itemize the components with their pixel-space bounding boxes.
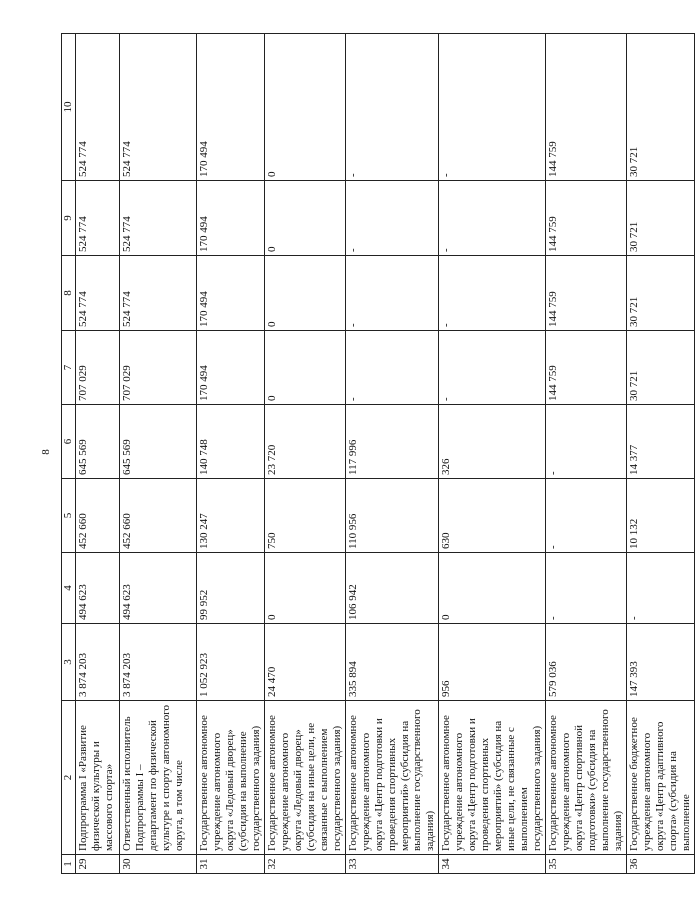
row-number-cell: 31 (196, 855, 264, 874)
value-cell: 110 956 (345, 479, 439, 553)
value-cell: 30 721 (626, 34, 694, 181)
header-cell: 8 (62, 256, 76, 331)
value-cell: - (439, 256, 546, 331)
value-cell: 30 721 (626, 331, 694, 405)
value-cell: 144 759 (546, 256, 627, 331)
value-cell: 0 (264, 181, 345, 256)
value-cell: - (546, 553, 627, 624)
value-cell: 452 660 (75, 479, 119, 553)
value-cell: 524 774 (75, 181, 119, 256)
header-cell: 9 (62, 181, 76, 256)
value-cell: 144 759 (546, 34, 627, 181)
value-cell: 117 996 (345, 405, 439, 479)
value-cell: - (439, 34, 546, 181)
row-number-cell: 35 (546, 855, 627, 874)
header-cell: 4 (62, 553, 76, 624)
value-cell: - (546, 405, 627, 479)
page-number: 8 (40, 449, 52, 455)
header-cell: 6 (62, 405, 76, 479)
value-cell: 494 623 (119, 553, 196, 624)
header-cell: 1 (62, 855, 76, 874)
budget-table (61, 33, 695, 874)
row-name-cell: Ответственный исполнитель Подпрограммы I – департамент по физической культуре и спорту автономного округа, в том числе (119, 701, 196, 855)
value-cell: 147 393 (626, 624, 694, 701)
row-number-cell: 32 (264, 855, 345, 874)
value-cell: 30 721 (626, 181, 694, 256)
value-cell: 524 774 (119, 181, 196, 256)
value-cell: - (345, 34, 439, 181)
value-cell: 140 748 (196, 405, 264, 479)
value-cell: 24 470 (264, 624, 345, 701)
value-cell: - (439, 181, 546, 256)
row-name-cell: Государственное автономное учреждение автономного округа «Центр спортивной подготовки» (субсидия на выполнение государственного задания) (546, 701, 627, 855)
table-row (264, 34, 345, 874)
value-cell: 494 623 (75, 553, 119, 624)
row-number-cell: 30 (119, 855, 196, 874)
rotated-table-wrapper (61, 34, 692, 874)
table-row (626, 34, 694, 874)
row-name-cell: Государственное автономное учреждение автономного округа «Ледовый дворец» (субсидия на выполнение государственного задания) (196, 701, 264, 855)
value-cell: 524 774 (119, 34, 196, 181)
value-cell: - (345, 181, 439, 256)
header-row (62, 34, 76, 874)
value-cell: - (439, 331, 546, 405)
value-cell: 99 952 (196, 553, 264, 624)
value-cell: 30 721 (626, 256, 694, 331)
row-name-cell: Подпрограмма I «Развитие физической культуры и массового спорта» (75, 701, 119, 855)
value-cell: 524 774 (75, 34, 119, 181)
value-cell: 707 029 (75, 331, 119, 405)
header-cell: 2 (62, 701, 76, 855)
value-cell: 3 874 203 (119, 624, 196, 701)
value-cell: - (626, 553, 694, 624)
table-row (196, 34, 264, 874)
header-cell: 10 (62, 34, 76, 181)
header-cell: 5 (62, 479, 76, 553)
value-cell: 170 494 (196, 34, 264, 181)
value-cell: 326 (439, 405, 546, 479)
value-cell: 707 029 (119, 331, 196, 405)
value-cell: 1 052 923 (196, 624, 264, 701)
value-cell: - (345, 331, 439, 405)
value-cell: 106 942 (345, 553, 439, 624)
value-cell: 645 569 (119, 405, 196, 479)
header-cell: 3 (62, 624, 76, 701)
value-cell: 170 494 (196, 331, 264, 405)
value-cell: 630 (439, 479, 546, 553)
value-cell: 14 377 (626, 405, 694, 479)
value-cell: 0 (439, 553, 546, 624)
value-cell: 645 569 (75, 405, 119, 479)
value-cell: 524 774 (75, 256, 119, 331)
table-row (546, 34, 627, 874)
value-cell: 956 (439, 624, 546, 701)
value-cell: 524 774 (119, 256, 196, 331)
value-cell: 579 036 (546, 624, 627, 701)
table-row (439, 34, 546, 874)
row-number-cell: 33 (345, 855, 439, 874)
row-name-cell: Государственное автономное учреждение автономного округа «Ледовый дворец» (субсидия на иные цели, не связанные с выполнением государственного задания) (264, 701, 345, 855)
value-cell: 144 759 (546, 331, 627, 405)
value-cell: 0 (264, 256, 345, 331)
value-cell: 23 720 (264, 405, 345, 479)
table-row (75, 34, 119, 874)
value-cell: 3 874 203 (75, 624, 119, 701)
row-number-cell: 36 (626, 855, 694, 874)
value-cell: - (345, 256, 439, 331)
row-name-cell: Государственное бюджетное учреждение автономного округа «Центр адаптивного спорта» (субсидия на выполнение (626, 701, 694, 855)
value-cell: 0 (264, 34, 345, 181)
value-cell: 0 (264, 553, 345, 624)
table-row (345, 34, 439, 874)
value-cell: - (546, 479, 627, 553)
value-cell: 170 494 (196, 256, 264, 331)
row-name-cell: Государственное автономное учреждение автономного округа «Центр подготовки и проведения спортивных мероприятий» (субсидия на иные цели, не связанные с выполнением государственного задания) (439, 701, 546, 855)
value-cell: 750 (264, 479, 345, 553)
value-cell: 170 494 (196, 181, 264, 256)
value-cell: 452 660 (119, 479, 196, 553)
value-cell: 130 247 (196, 479, 264, 553)
header-cell: 7 (62, 331, 76, 405)
row-number-cell: 34 (439, 855, 546, 874)
value-cell: 10 132 (626, 479, 694, 553)
value-cell: 335 894 (345, 624, 439, 701)
table-row (119, 34, 196, 874)
row-name-cell: Государственное автономное учреждение автономного округа «Центр подготовки и проведения спортивных мероприятий» (субсидия на выполнение государственного задания) (345, 701, 439, 855)
value-cell: 0 (264, 331, 345, 405)
row-number-cell: 29 (75, 855, 119, 874)
value-cell: 144 759 (546, 181, 627, 256)
